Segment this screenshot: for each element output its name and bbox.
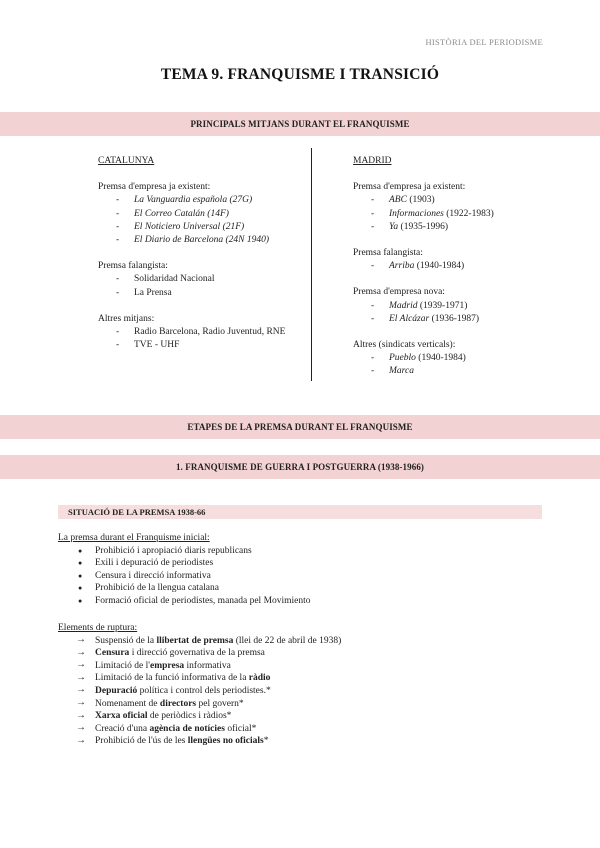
dash-marker: - <box>116 327 120 338</box>
arrow-right-icon: → <box>76 671 86 683</box>
dash-marker: - <box>371 313 375 324</box>
list-item: - El Alcázar (1936-1987) <box>353 313 563 326</box>
dash-marker: - <box>371 300 375 311</box>
list-item: ● Censura i direcció informativa <box>78 570 211 581</box>
column-divider <box>311 148 312 381</box>
section-franquisme-inicial <box>58 532 558 608</box>
list-item: → Depuració política i control dels periodistes.* <box>76 684 271 696</box>
dash-marker: - <box>371 208 375 219</box>
list-item: - Pueblo (1940-1984) <box>353 352 563 365</box>
arrow-right-icon: → <box>76 659 86 671</box>
dash-marker: - <box>371 366 375 377</box>
group-label: Premsa d'empresa nova: <box>353 287 445 298</box>
list-item: - El Noticiero Universal (21F) <box>98 221 308 234</box>
list-item: ● Prohibició i apropiació diaris republicans <box>78 545 252 556</box>
arrow-right-icon: → <box>76 722 86 734</box>
column-catalunya <box>98 155 308 352</box>
dash-marker: - <box>116 221 120 232</box>
list-item: - Marca <box>353 365 563 378</box>
dash-marker: - <box>371 261 375 272</box>
list-item: - Solidaridad Nacional <box>98 273 308 286</box>
list-item: - Radio Barcelona, Radio Juventud, RNE <box>98 326 308 339</box>
group-label: Premsa d'empresa ja existent: <box>353 182 466 193</box>
section-band-etapes: ETAPES DE LA PREMSA DURANT EL FRANQUISME <box>0 415 600 439</box>
bullet-icon: ● <box>78 559 83 568</box>
dash-marker: - <box>371 195 375 206</box>
section-heading-ruptura: Elements de ruptura: <box>58 623 138 633</box>
list-item: - El Diario de Barcelona (24N 1940) <box>98 234 308 247</box>
arrow-right-icon: → <box>76 697 86 709</box>
list-item: - Informaciones (1922-1983) <box>353 208 563 221</box>
list-item: - Madrid (1939-1971) <box>353 300 563 313</box>
bullet-icon: ● <box>78 571 83 580</box>
list-item: ● Formació oficial de periodistes, manada pel Movimiento <box>78 595 311 606</box>
list-item: - ABC (1903) <box>353 194 563 207</box>
arrow-right-icon: → <box>76 646 86 658</box>
group-label: Premsa d'empresa ja existent: <box>98 182 211 193</box>
section-elements-ruptura <box>58 622 558 748</box>
dash-marker: - <box>116 195 120 206</box>
list-item: → Xarxa oficial de periòdics i ràdios* <box>76 709 232 722</box>
group-label: Premsa falangista: <box>353 248 423 259</box>
subsection-situacio: SITUACIÓ DE LA PREMSA 1938-66 <box>58 505 542 519</box>
list-item: - Arriba (1940-1984) <box>353 260 563 273</box>
dash-marker: - <box>116 274 120 285</box>
column-heading-catalunya: CATALUNYA <box>98 156 155 166</box>
group-label: Altres (sindicats verticals): <box>353 340 456 351</box>
group-label: Premsa falangista: <box>98 261 168 272</box>
list-item: → Limitació de la funció informativa de la ràdio <box>76 671 271 684</box>
arrow-right-icon: → <box>76 709 86 721</box>
arrow-right-icon: → <box>76 684 86 696</box>
list-item: → Limitació de l'empresa informativa <box>76 659 231 671</box>
dash-marker: - <box>371 353 375 364</box>
dash-marker: - <box>116 340 120 351</box>
arrow-right-icon: → <box>76 634 86 646</box>
list-item: → Nomenament de directors pel govern* <box>76 697 244 709</box>
dash-marker: - <box>116 208 120 219</box>
dash-marker: - <box>116 287 120 298</box>
section-heading-inicial: La premsa durant el Franquisme inicial: <box>58 533 210 543</box>
list-item: - Ya (1935-1996) <box>353 221 563 234</box>
list-item: - La Vanguardia española (27G) <box>98 194 308 207</box>
list-item: → Suspensió de la llibertat de premsa (llei de 22 de abril de 1938) <box>76 634 342 646</box>
section-band-franquisme-guerra: 1. FRANQUISME DE GUERRA I POSTGUERRA (1938-1966) <box>0 455 600 479</box>
column-heading-madrid: MADRID <box>353 156 392 166</box>
arrow-right-icon: → <box>76 734 86 746</box>
list-item: - El Correo Catalán (14F) <box>98 208 308 221</box>
bullet-icon: ● <box>78 596 83 605</box>
dash-marker: - <box>371 221 375 232</box>
list-item: - La Prensa <box>98 287 308 300</box>
list-item: - TVE - UHF <box>98 339 308 352</box>
list-item: ● Prohibició de la llengua catalana <box>78 583 219 594</box>
bullet-icon: ● <box>78 546 83 555</box>
running-header: HISTÒRIA DEL PERIODISME <box>425 37 543 47</box>
column-madrid <box>353 155 563 379</box>
list-item: → Censura i direcció governativa de la premsa <box>76 646 265 659</box>
list-item: → Prohibició de l'ús de les llengües no oficials* <box>76 734 269 747</box>
group-label: Altres mitjans: <box>98 313 155 324</box>
page-title: TEMA 9. FRANQUISME I TRANSICIÓ <box>160 66 440 83</box>
list-item: ● Exili i depuració de periodistes <box>78 558 214 569</box>
dash-marker: - <box>116 235 120 246</box>
bullet-icon: ● <box>78 584 83 593</box>
list-item: → Creació d'una agència de notícies oficial* <box>76 722 257 734</box>
section-band-principals-mitjans: PRINCIPALS MITJANS DURANT EL FRANQUISME <box>0 112 600 136</box>
